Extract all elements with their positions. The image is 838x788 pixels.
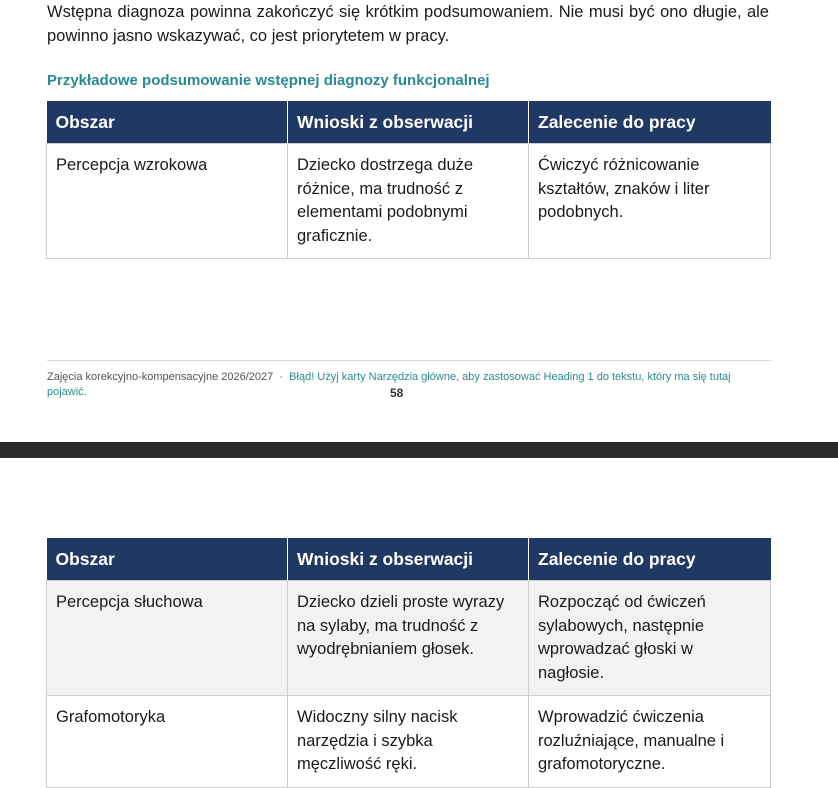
diagnosis-table-part-1: [46, 101, 771, 259]
page-number: 58: [390, 386, 404, 400]
table-row: [47, 144, 771, 259]
cell-recommendation: Wprowadzić ćwiczenia rozluźniające, manualne i grafomotoryczne.: [529, 696, 771, 788]
table-header-row: [47, 538, 771, 581]
cell-area: Percepcja słuchowa: [47, 581, 288, 696]
page-footer: [47, 370, 771, 400]
header-observations: Wnioski z obserwacji: [288, 101, 529, 144]
header-recommendation: Zalecenie do pracy: [529, 101, 771, 144]
table-header-row: [47, 101, 771, 144]
table-row: [47, 696, 771, 788]
page-gap: [0, 442, 838, 458]
footer-separator: ·: [279, 371, 284, 383]
cell-observations: Widoczny silny nacisk narzędzia i szybka męczliwość ręki.: [288, 696, 529, 788]
header-area: Obszar: [47, 538, 288, 581]
table-caption: Przykładowe podsumowanie wstępnej diagnozy funkcjonalnej: [47, 72, 490, 89]
footer-divider: [47, 360, 771, 361]
footer-course: Zajęcia korekcyjno-kompensacyjne 2026/2027: [47, 371, 274, 383]
cell-recommendation: Ćwiczyć różnicowanie kształtów, znaków i liter podobnych.: [529, 144, 771, 259]
header-recommendation: Zalecenie do pracy: [529, 538, 771, 581]
cell-observations: Dziecko dostrzega duże różnice, ma trudność z elementami podobnymi graficznie.: [288, 144, 529, 259]
table-row: [47, 581, 771, 696]
header-observations: Wnioski z obserwacji: [288, 538, 529, 581]
cell-recommendation: Rozpocząć od ćwiczeń sylabowych, następnie wprowadzać głoski w nagłosie.: [529, 581, 771, 696]
intro-paragraph: Wstępna diagnoza powinna zakończyć się krótkim podsumowaniem. Nie musi być ono długie, ale powinno jasno wskazywać, co jest priorytetem w pracy.: [47, 3, 769, 45]
cell-observations: Dziecko dzieli proste wyrazy na sylaby, ma trudność z wyodrębnianiem głosek.: [288, 581, 529, 696]
cell-area: Percepcja wzrokowa: [47, 144, 288, 259]
diagnosis-table-part-2: [46, 538, 771, 788]
cell-area: Grafomotoryka: [47, 696, 288, 788]
header-area: Obszar: [47, 101, 288, 144]
footer-error-text: Błąd! Użyj karty Narzędzia główne, aby zastosować Heading 1 do tekstu, który ma się tutaj pojawić.: [47, 371, 731, 398]
